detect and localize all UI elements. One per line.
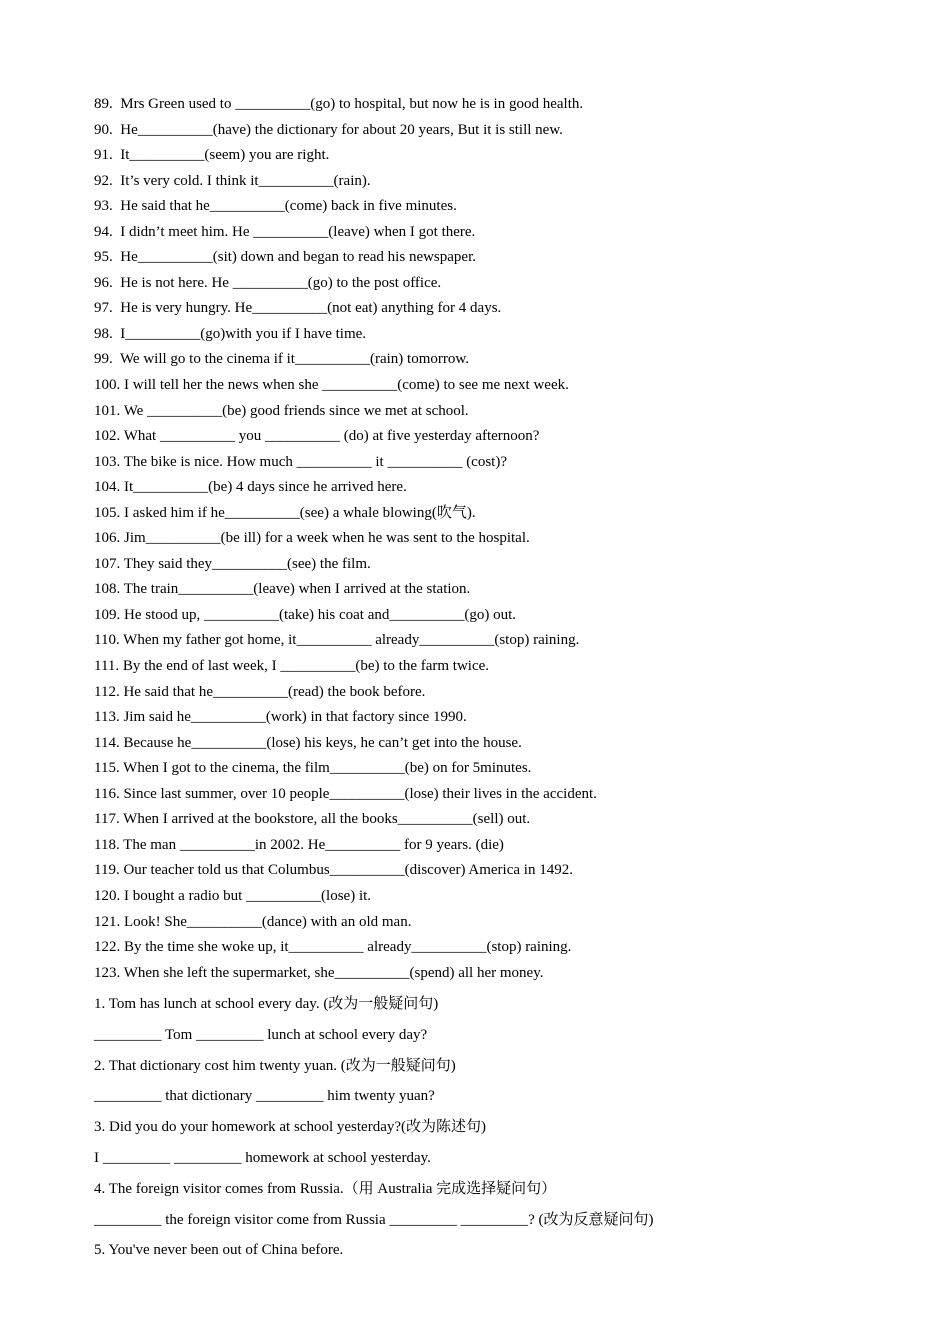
exercise-item: 123. When she left the supermarket, she__________(spend) all her money. — [94, 964, 544, 981]
exercise-item: 90. He__________(have) the dictionary for about 20 years, But it is still new. — [94, 121, 563, 138]
transformation-answer-line: _________ Tom _________ lunch at school every day? — [94, 1026, 428, 1043]
exercise-item: 111. By the end of last week, I __________(be) to the farm twice. — [94, 658, 490, 675]
exercise-item: 96. He is not here. He __________(go) to the post office. — [94, 274, 442, 291]
exercise-item: 92. It’s very cold. I think it__________(rain). — [94, 172, 371, 189]
exercise-item: 110. When my father got home, it__________ already__________(stop) raining. — [94, 632, 580, 649]
exercise-item: 108. The train__________(leave) when I arrived at the station. — [94, 581, 471, 598]
transformation-answer-line: _________ the foreign visitor come from Russia _________ _________? (改为反意疑问句) — [94, 1211, 654, 1228]
exercise-item: 89. Mrs Green used to __________(go) to hospital, but now he is in good health. — [94, 96, 584, 112]
exercise-item: 115. When I got to the cinema, the film__________(be) on for 5minutes. — [94, 760, 532, 777]
exercise-item: 122. By the time she woke up, it__________ already__________(stop) raining. — [94, 939, 572, 956]
exercise-item: 116. Since last summer, over 10 people__________(lose) their lives in the accident. — [94, 785, 597, 802]
exercise-item: 100. I will tell her the news when she __________(come) to see me next week. — [94, 377, 569, 394]
exercise-item: 113. Jim said he__________(work) in that factory since 1990. — [94, 709, 467, 726]
exercise-item: 107. They said they__________(see) the film. — [94, 555, 371, 572]
exercise-item: 93. He said that he__________(come) back in five minutes. — [94, 198, 457, 215]
exercise-item: 119. Our teacher told us that Columbus__________(discover) America in 1492. — [94, 862, 573, 879]
exercise-item: 121. Look! She__________(dance) with an old man. — [94, 913, 412, 930]
transformation-answer-line: _________ that dictionary _________ him twenty yuan? — [94, 1088, 435, 1105]
transformation-prompt: 1. Tom has lunch at school every day. (改为一般疑问句) — [94, 996, 439, 1012]
exercise-item: 101. We __________(be) good friends since we met at school. — [94, 402, 469, 419]
exercise-item: 102. What __________ you __________ (do) at five yesterday afternoon? — [94, 428, 540, 445]
exercise-item: 97. He is very hungry. He__________(not eat) anything for 4 days. — [94, 300, 502, 317]
exercise-item: 118. The man __________in 2002. He__________ for 9 years. (die) — [94, 836, 504, 853]
transformation-prompt: 2. That dictionary cost him twenty yuan. (改为一般疑问句) — [94, 1057, 456, 1074]
exercise-item: 109. He stood up, __________(take) his coat and__________(go) out. — [94, 606, 517, 623]
exercise-item: 120. I bought a radio but __________(lose) it. — [94, 887, 372, 904]
exercise-item: 94. I didn’t meet him. He __________(leave) when I got there. — [94, 223, 476, 240]
exercise-item: 105. I asked him if he__________(see) a whale blowing(吹气). — [94, 504, 476, 521]
exercise-item: 91. It__________(seem) you are right. — [94, 147, 330, 164]
exercise-item: 98. I__________(go)with you if I have time. — [94, 325, 367, 342]
transformation-answer-line: I _________ _________ homework at school yesterday. — [94, 1149, 431, 1166]
exercise-item: 114. Because he__________(lose) his keys, he can’t get into the house. — [94, 734, 522, 751]
tense-exercise-list — [94, 92, 914, 986]
transformation-prompt: 3. Did you do your homework at school yesterday?(改为陈述句) — [94, 1119, 487, 1136]
exercise-item: 103. The bike is nice. How much __________ it __________ (cost)? — [94, 453, 507, 470]
exercise-item: 117. When I arrived at the bookstore, all the books__________(sell) out. — [94, 811, 531, 828]
transformation-prompt: 5. You've never been out of China before. — [94, 1242, 344, 1259]
exercise-item: 95. He__________(sit) down and began to read his newspaper. — [94, 249, 477, 266]
exercise-item: 106. Jim__________(be ill) for a week when he was sent to the hospital. — [94, 530, 530, 547]
sentence-transformation-list — [94, 989, 934, 1266]
transformation-prompt: 4. The foreign visitor comes from Russia.（用 Australia 完成选择疑问句） — [94, 1180, 557, 1197]
exercise-item: 99. We will go to the cinema if it__________(rain) tomorrow. — [94, 351, 469, 368]
exercise-item: 104. It__________(be) 4 days since he arrived here. — [94, 479, 407, 496]
exercise-item: 112. He said that he__________(read) the book before. — [94, 683, 426, 700]
